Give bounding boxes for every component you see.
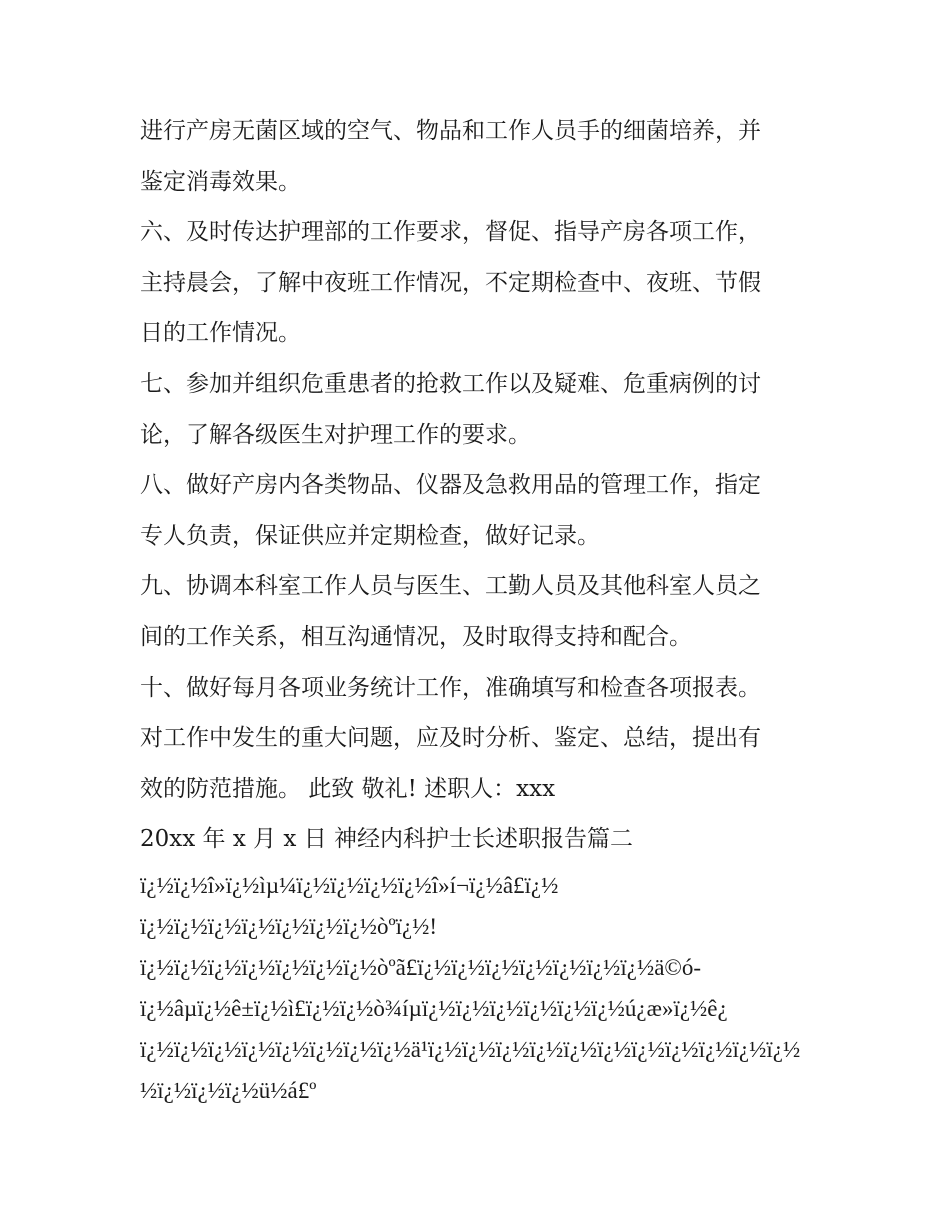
garbled-text-line: ï¿½ï¿½î»ï¿½ìµ¼ï¿½ï¿½ï¿½ï¿½î»í¬ï¿½â£ï¿½ bbox=[140, 872, 559, 898]
body-text-line: 间的工作关系，相互沟通情况，及时取得支持和配合。 bbox=[140, 623, 692, 650]
list-item-ten: 十、做好每月各项业务统计工作，准确填写和检查各项报表。 bbox=[140, 674, 761, 701]
list-item-eight: 八、做好产房内各类物品、仪器及急救用品的管理工作，指定 bbox=[140, 472, 761, 499]
garbled-text-line: ï¿½ï¿½ï¿½ï¿½ï¿½ï¿½ï¿½ï¿½ä¹ï¿½ï¿½ï¿½ï¿½ï¿½ï¿½ï¿½ï¿½ï¿½ï¿½ï¿½ bbox=[140, 1036, 801, 1062]
body-text-line: 进行产房无菌区域的空气、物品和工作人员手的细菌培养，并 bbox=[140, 118, 761, 144]
garbled-text-line: ½ï¿½ï¿½ï¿½ü½á£º bbox=[140, 1077, 317, 1103]
document-page bbox=[140, 106, 820, 1111]
body-text-line: 专人负责，保证供应并定期检查，做好记录。 bbox=[140, 522, 600, 549]
closing-signature-line: 效的防范措施。 此致 敬礼! 述职人：xxx bbox=[140, 775, 556, 802]
body-text-line: 对工作中发生的重大问题，应及时分析、鉴定、总结，提出有 bbox=[140, 725, 761, 752]
body-text-line: 论，了解各级医生对护理工作的要求。 bbox=[140, 421, 531, 448]
list-item-six: 六、及时传达护理部的工作要求，督促、指导产房各项工作， bbox=[140, 219, 761, 246]
body-text-line: 鉴定消毒效果。 bbox=[140, 168, 301, 195]
garbled-text-line: ï¿½âµï¿½ê±ï¿½ì£ï¿½ï¿½ò¾íµï¿½ï¿½ï¿½ï¿½ï¿½ï¿½ú¿æ»ï¿½ê¿ bbox=[140, 995, 728, 1021]
garbled-text-line: ï¿½ï¿½ï¿½ï¿½ï¿½ï¿½ï¿½òºï¿½! bbox=[140, 913, 438, 939]
list-item-nine: 九、协调本科室工作人员与医生、工勤人员及其他科室人员之 bbox=[140, 573, 761, 600]
body-text-line: 主持晨会，了解中夜班工作情况，不定期检查中、夜班、节假 bbox=[140, 269, 761, 296]
garbled-text-line: ï¿½ï¿½ï¿½ï¿½ï¿½ï¿½ï¿½òºã£ï¿½ï¿½ï¿½ï¿½ï¿½ï¿½ï¿½ä©ó- bbox=[140, 954, 702, 980]
body-text-line: 日的工作情况。 bbox=[140, 320, 301, 347]
list-item-seven: 七、参加并组织危重患者的抢救工作以及疑难、危重病例的讨 bbox=[140, 370, 761, 397]
date-and-section-title: 20xx 年 x 月 x 日 神经内科护士长述职报告篇二 bbox=[140, 826, 634, 853]
